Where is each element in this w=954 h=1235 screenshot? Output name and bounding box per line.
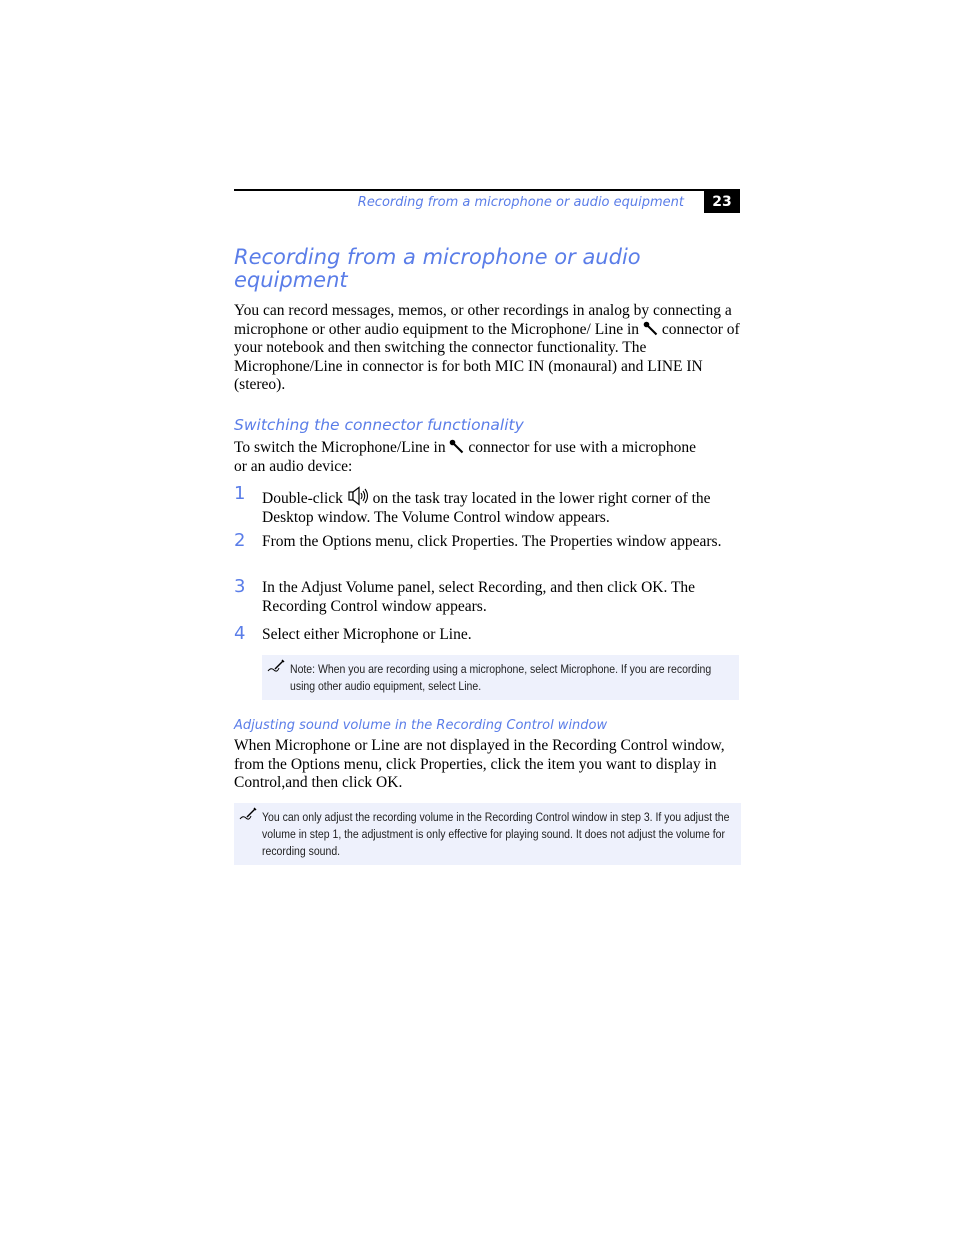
section-body-paragraph: When Microphone or Line are not displayed in the Recording Control window, from the Options menu, click Properties, click the item you want to display in Control,and then click OK.: [234, 737, 725, 792]
header-rule: [234, 189, 740, 191]
step-number: 4: [234, 623, 246, 644]
note-pencil-icon: [267, 659, 285, 673]
step-number: 1: [234, 483, 246, 504]
step-text: [262, 486, 740, 527]
note-box: [262, 655, 739, 700]
intro-text-end: connector of your notebook and then switching the connector functionality. The Microphone/Line in connector is for both MIC IN (monaural) and LINE IN (stereo).: [234, 320, 740, 394]
section-heading-adjusting: Adjusting sound volume in the Recording Control window: [234, 718, 608, 733]
step-number: 3: [234, 576, 246, 597]
step-text-start: Double-click: [262, 490, 343, 507]
note-text: Note: When you are recording using a microphone, select Microphone. If you are recording using other audio equipment, select Line.: [290, 662, 712, 693]
lead-text-start: To switch the Microphone/Line in: [234, 439, 446, 456]
step-text-end: on the task tray located in the lower right corner of the Desktop window. The Volume Control window appears.: [262, 490, 711, 526]
microphone-icon: [643, 321, 658, 336]
note-text: You can only adjust the recording volume in the Recording Control window in step 3. If you adjust the volume in step 1, the adjustment is only effective for playing sound. It does not adjust the volume for recording sound.: [262, 810, 730, 858]
section-lead-paragraph: [234, 439, 704, 476]
running-head: Recording from a microphone or audio equipment: [357, 195, 684, 210]
note-pencil-icon: [239, 807, 257, 821]
page-title: Recording from a microphone or audio equipment: [234, 245, 641, 292]
speaker-icon: [347, 486, 369, 506]
step-text: From the Options menu, click Properties. The Properties window appears.: [262, 533, 722, 550]
section-heading-switching: Switching the connector functionality: [234, 416, 524, 434]
lead-text-end: connector for use with a microphone or an audio device:: [234, 439, 697, 475]
step-text: Select either Microphone or Line.: [262, 626, 472, 643]
microphone-icon: [449, 439, 464, 454]
intro-text-start: You can record messages, memos, or other recordings in analog by connecting a microphone or other audio equipment to the Microphone/ Line in: [234, 302, 732, 338]
page-number: 23: [704, 191, 740, 213]
note-box: [234, 803, 741, 865]
step-number: 2: [234, 530, 246, 551]
intro-paragraph: [234, 302, 740, 395]
step-text: In the Adjust Volume panel, select Recording, and then click OK. The Recording Control window appears.: [262, 579, 696, 615]
